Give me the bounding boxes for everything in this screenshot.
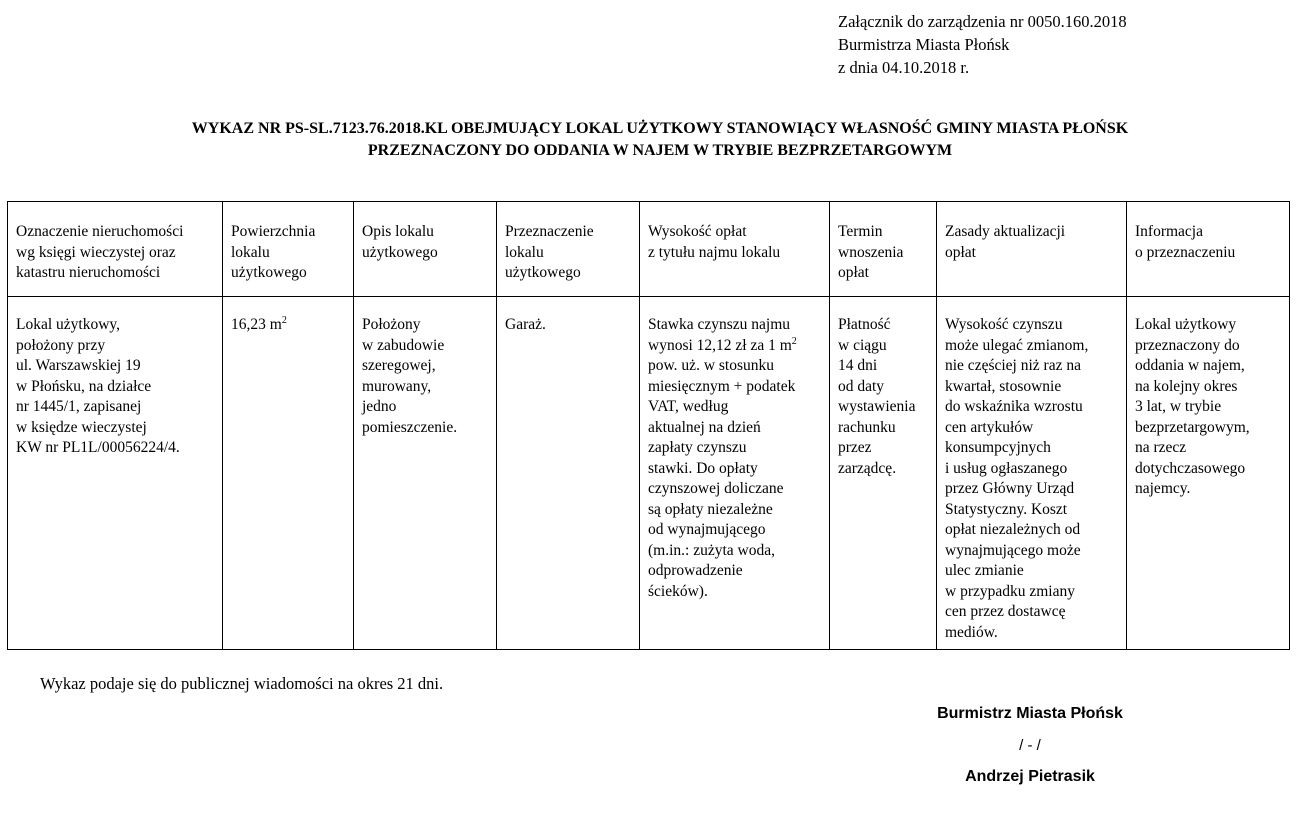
property-list-table: [7, 201, 1290, 650]
annex-line-1: Załącznik do zarządzenia nr 0050.160.2018: [838, 12, 1127, 31]
cell-property-designation: Lokal użytkowy, położony przy ul. Warszawskiej 19 w Płońsku, na działce nr 1445/1, zapisanej w księdze wieczystej KW nr PL1L/00056224/4.: [8, 297, 223, 650]
area-unit-exponent: 2: [281, 314, 287, 326]
header-information: Informacja o przeznaczeniu: [1127, 202, 1290, 297]
signature-mark: / - /: [1019, 737, 1041, 754]
header-payment-term: Termin wnoszenia opłat: [830, 202, 937, 297]
cell-fees: Stawka czynszu najmu wynosi 12,12 zł za 1 $m^2$ pow. uż. w stosunku miesięcznym + podatek VAT, według aktualnej na dzień zapłaty czynszu stawki. Do opłaty czynszowej doliczane są opłaty niezależne od wynajmującego (m.in.: zużyta woda, odprowadzenie ścieków).: [640, 297, 830, 650]
cell-purpose: Garaż.: [497, 297, 640, 650]
header-description: Opis lokalu użytkowego: [354, 202, 497, 297]
title-line-2: PRZEZNACZONY DO ODDANIA W NAJEM W TRYBIE BEZPRZETARGOWYM: [367, 142, 953, 159]
table-row: [8, 297, 1290, 650]
signatory-title: Burmistrz Miasta Płońsk: [937, 705, 1123, 722]
cell-payment-term: Płatność w ciągu 14 dni od daty wystawienia rachunku przez zarządcę.: [830, 297, 937, 650]
annex-line-2: Burmistrza Miasta Płońsk: [838, 35, 1010, 54]
cell-area: [223, 297, 354, 650]
header-area: Powierzchnia lokalu użytkowego: [223, 202, 354, 297]
cell-description: Położony w zabudowie szeregowej, murowany, jedno pomieszczenie.: [354, 297, 497, 650]
cell-update-rules: Wysokość czynszu może ulegać zmianom, nie częściej niż raz na kwartał, stosownie do wskaźnika wzrostu cen artykułów konsumpcyjnych i usług ogłaszanego przez Główny Urząd Statystyczny. Koszt opłat niezależnych od wynajmującego może ulec zmianie w przypadku zmiany cen przez dostawcę mediów.: [937, 297, 1127, 650]
table-header-row: [8, 202, 1290, 297]
header-update-rules: Zasady aktualizacji opłat: [937, 202, 1127, 297]
annex-header: [838, 10, 1127, 79]
annex-line-3: z dnia 04.10.2018 r.: [838, 58, 970, 77]
header-fees: Wysokość opłat z tytułu najmu lokalu: [640, 202, 830, 297]
cell-information: Lokal użytkowy przeznaczony do oddania w najem, na kolejny okres 3 lat, w trybie bezprzetargowym, na rzecz dotychczasowego najemcy.: [1127, 297, 1290, 650]
signatory-name: Andrzej Pietrasik: [965, 768, 1095, 785]
header-property-designation: Oznaczenie nieruchomości wg księgi wieczystej oraz katastru nieruchomości: [8, 202, 223, 297]
area-value: 16,23 m: [231, 316, 282, 333]
document-title: [0, 118, 1298, 162]
header-purpose: Przeznaczenie lokalu użytkowego: [497, 202, 640, 297]
public-notice-text: Wykaz podaje się do publicznej wiadomości na okres 21 dni.: [40, 674, 444, 693]
title-line-1: WYKAZ NR PS-SL.7123.76.2018.KL OBEJMUJĄCY LOKAL UŻYTKOWY STANOWIĄCY WŁASNOŚĆ GMINY MIASTA PŁOŃSK: [191, 120, 1129, 137]
